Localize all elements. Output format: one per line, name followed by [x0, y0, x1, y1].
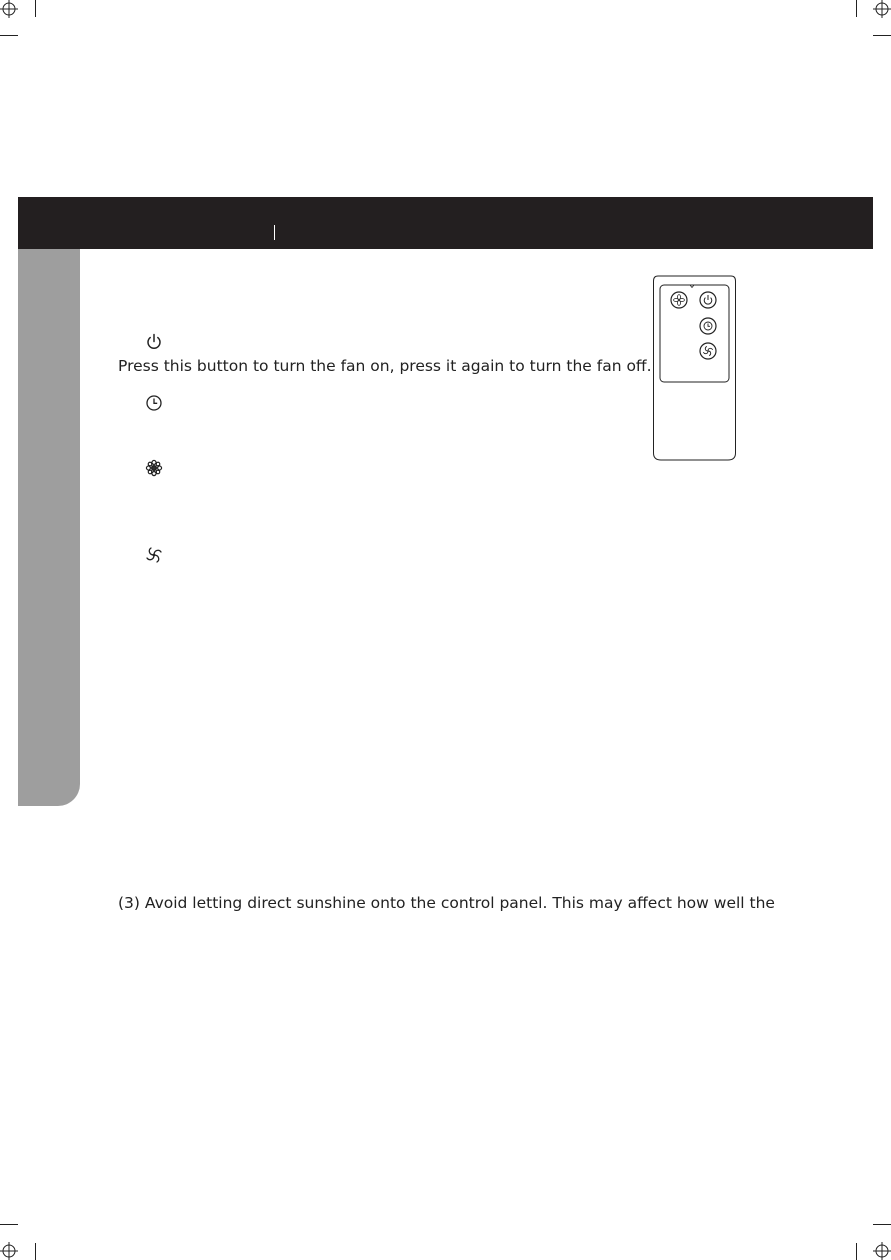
crop-mark — [873, 1224, 891, 1225]
header-divider — [274, 225, 275, 240]
crop-mark — [35, 0, 36, 17]
power-button-description: Press this button to turn the fan on, press it again to turn the fan off. — [118, 357, 652, 375]
crop-mark — [856, 0, 857, 17]
power-icon — [145, 333, 163, 351]
crop-mark — [0, 1224, 18, 1225]
timer-icon — [145, 394, 163, 412]
crop-mark — [856, 1243, 857, 1260]
note-3-text: (3) Avoid letting direct sunshine onto the control panel. This may affect how well the — [118, 894, 775, 912]
registration-mark-top-left — [0, 0, 30, 30]
crop-mark — [873, 35, 891, 36]
crop-mark — [0, 35, 18, 36]
fan-speed-icon — [145, 459, 163, 477]
remote-control-illustration — [652, 275, 737, 461]
wind-mode-icon — [145, 546, 163, 564]
registration-mark-bottom-left — [0, 1230, 30, 1260]
registration-mark-bottom-right — [861, 1230, 891, 1260]
side-tab — [18, 249, 80, 806]
registration-mark-top-right — [861, 0, 891, 30]
crop-mark — [35, 1243, 36, 1260]
section-header-bar — [18, 197, 873, 249]
